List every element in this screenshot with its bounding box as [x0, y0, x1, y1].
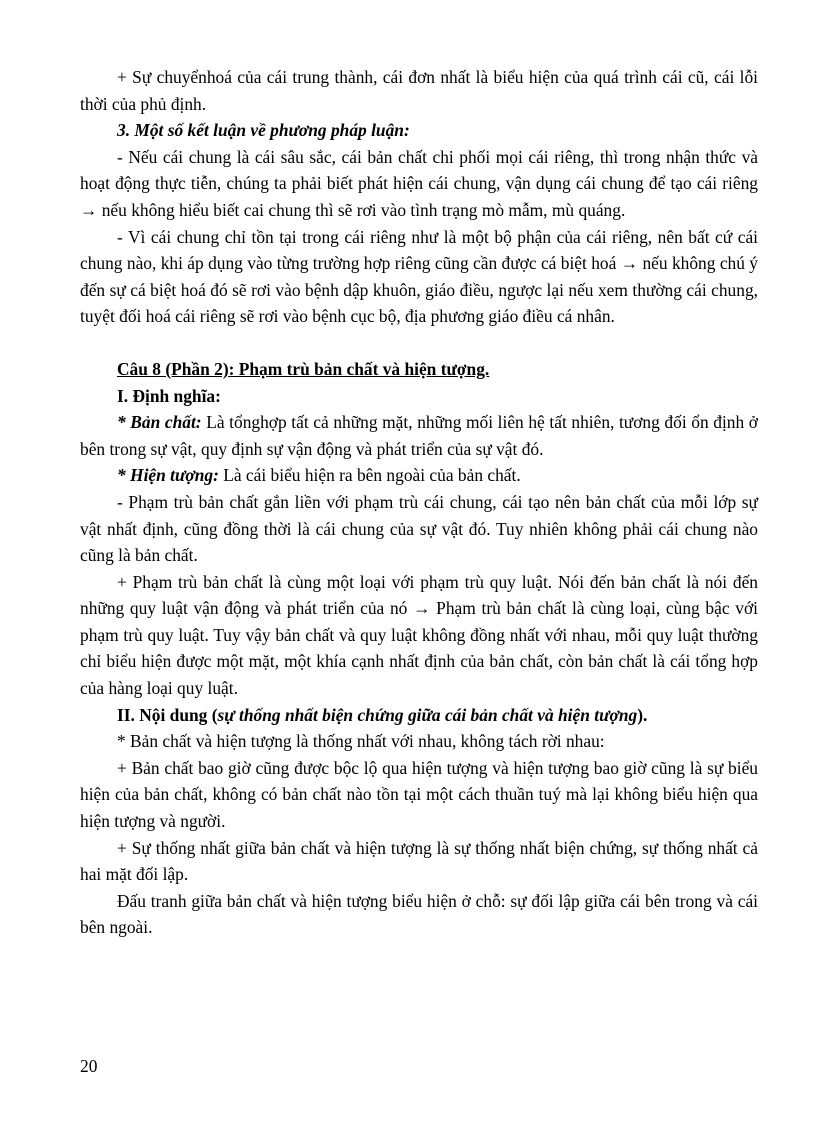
paragraph-dialectical-unity: + Sự thống nhất giữa bản chất và hiện tượng là sự thống nhất biện chứng, sự thống nhất cả hai mặt đối lập.: [80, 837, 758, 885]
paragraph-struggle: Đấu tranh giữa bản chất và hiện tượng biểu hiện ở chỗ: sự đối lập giữa cái bên trong và cái bên ngoài.: [80, 890, 758, 938]
term-essence: * Bản chất:: [117, 412, 202, 433]
heading-content-end: ).: [637, 704, 648, 725]
heading-content-start: II. Nội dung (: [117, 704, 218, 725]
document-body: [80, 64, 758, 941]
term-phenomenon: * Hiện tượng:: [117, 465, 219, 486]
paragraph-essence-general: - Phạm trù bản chất gắn liền với phạm trù cái chung, cái tạo nên bản chất của mỗi lớp sự vật nhất định, cũng đồng thời là cái chung của sự vật đó. Tuy nhiên không phải cái chung nào cũng là bản chất.: [80, 491, 758, 566]
section-title: [80, 356, 758, 383]
paragraph-phenomenon-definition: [80, 462, 758, 489]
heading-content: [80, 702, 758, 729]
phenomenon-text: Là cái biểu hiện ra bên ngoài của bản chất.: [218, 465, 521, 486]
heading-content-italic: sự thống nhất biện chứng giữa cái bản chất và hiện tượng: [217, 704, 638, 725]
heading-definition: I. Định nghĩa:: [117, 385, 221, 406]
paragraph-individualization: - Vì cái chung chỉ tồn tại trong cái riêng như là một bộ phận của cái riêng, nên bất cứ cái chung nào, khi áp dụng vào từng trường hợp riêng cũng cần được cá biệt hoá → nếu không chú ý đến sự cá biệt hoá đó sẽ rơi vào bệnh dập khuôn, giáo điều, ngược lại nếu xem thường cái chung, tuyệt đối hoá cái riêng sẽ rơi vào bệnh cục bộ, địa phương giáo điều cá nhân.: [80, 226, 758, 327]
heading-methodology-conclusions: 3. Một số kết luận về phương pháp luận:: [117, 120, 410, 141]
section-title-text: Câu 8 (Phần 2): Phạm trù bản chất và hiện tượng.: [117, 358, 490, 379]
paragraph-essence-law: + Phạm trù bản chất là cùng một loại với phạm trù quy luật. Nói đến bản chất là nói đến những quy luật vận động và phát triển của nó → Phạm trù bản chất là cùng loại, cùng bậc với phạm trù quy luật. Tuy vậy bản chất và quy luật không đồng nhất với nhau, mỗi quy luật thường chỉ biểu hiện được một mặt, một khía cạnh nhất định của bản chất, còn bản chất là cái tổng hợp của hàng loại quy luật.: [80, 571, 758, 699]
essence-text: Là tổnghợp tất cả những mặt, những mối liên hệ tất nhiên, tương đối ổn định ở bên trong sự vật, quy định sự vận động và phát triển của sự vật đó.: [80, 412, 758, 459]
paragraph-revealed: + Bản chất bao giờ cũng được bộc lộ qua hiện tượng và hiện tượng bao giờ cũng là sự biểu hiện của bản chất, không có bản chất nào tồn tại một cách thuần tuý mà lại không biểu hiện qua hiện tượng và người.: [80, 757, 758, 832]
paragraph-unity: * Bản chất và hiện tượng là thống nhất với nhau, không tách rời nhau:: [117, 731, 605, 752]
paragraph-essence-definition: [80, 409, 758, 462]
paragraph-transformation: + Sự chuyểnhoá của cái trung thành, cái đơn nhất là biểu hiện của quá trình cái cũ, cái lỗi thời của phủ định.: [80, 67, 758, 114]
page-number: 20: [80, 1056, 98, 1076]
paragraph-general-principle: - Nếu cái chung là cái sâu sắc, cái bản chất chi phối mọi cái riêng, thì trong nhận thức và hoạt động thực tiễn, chúng ta phải biết phát hiện cái chung, vận dụng cái chung để tạo cái riêng → nếu không hiểu biết cai chung thì sẽ rơi vào tình trạng mò mẫm, mù quáng.: [80, 146, 758, 220]
